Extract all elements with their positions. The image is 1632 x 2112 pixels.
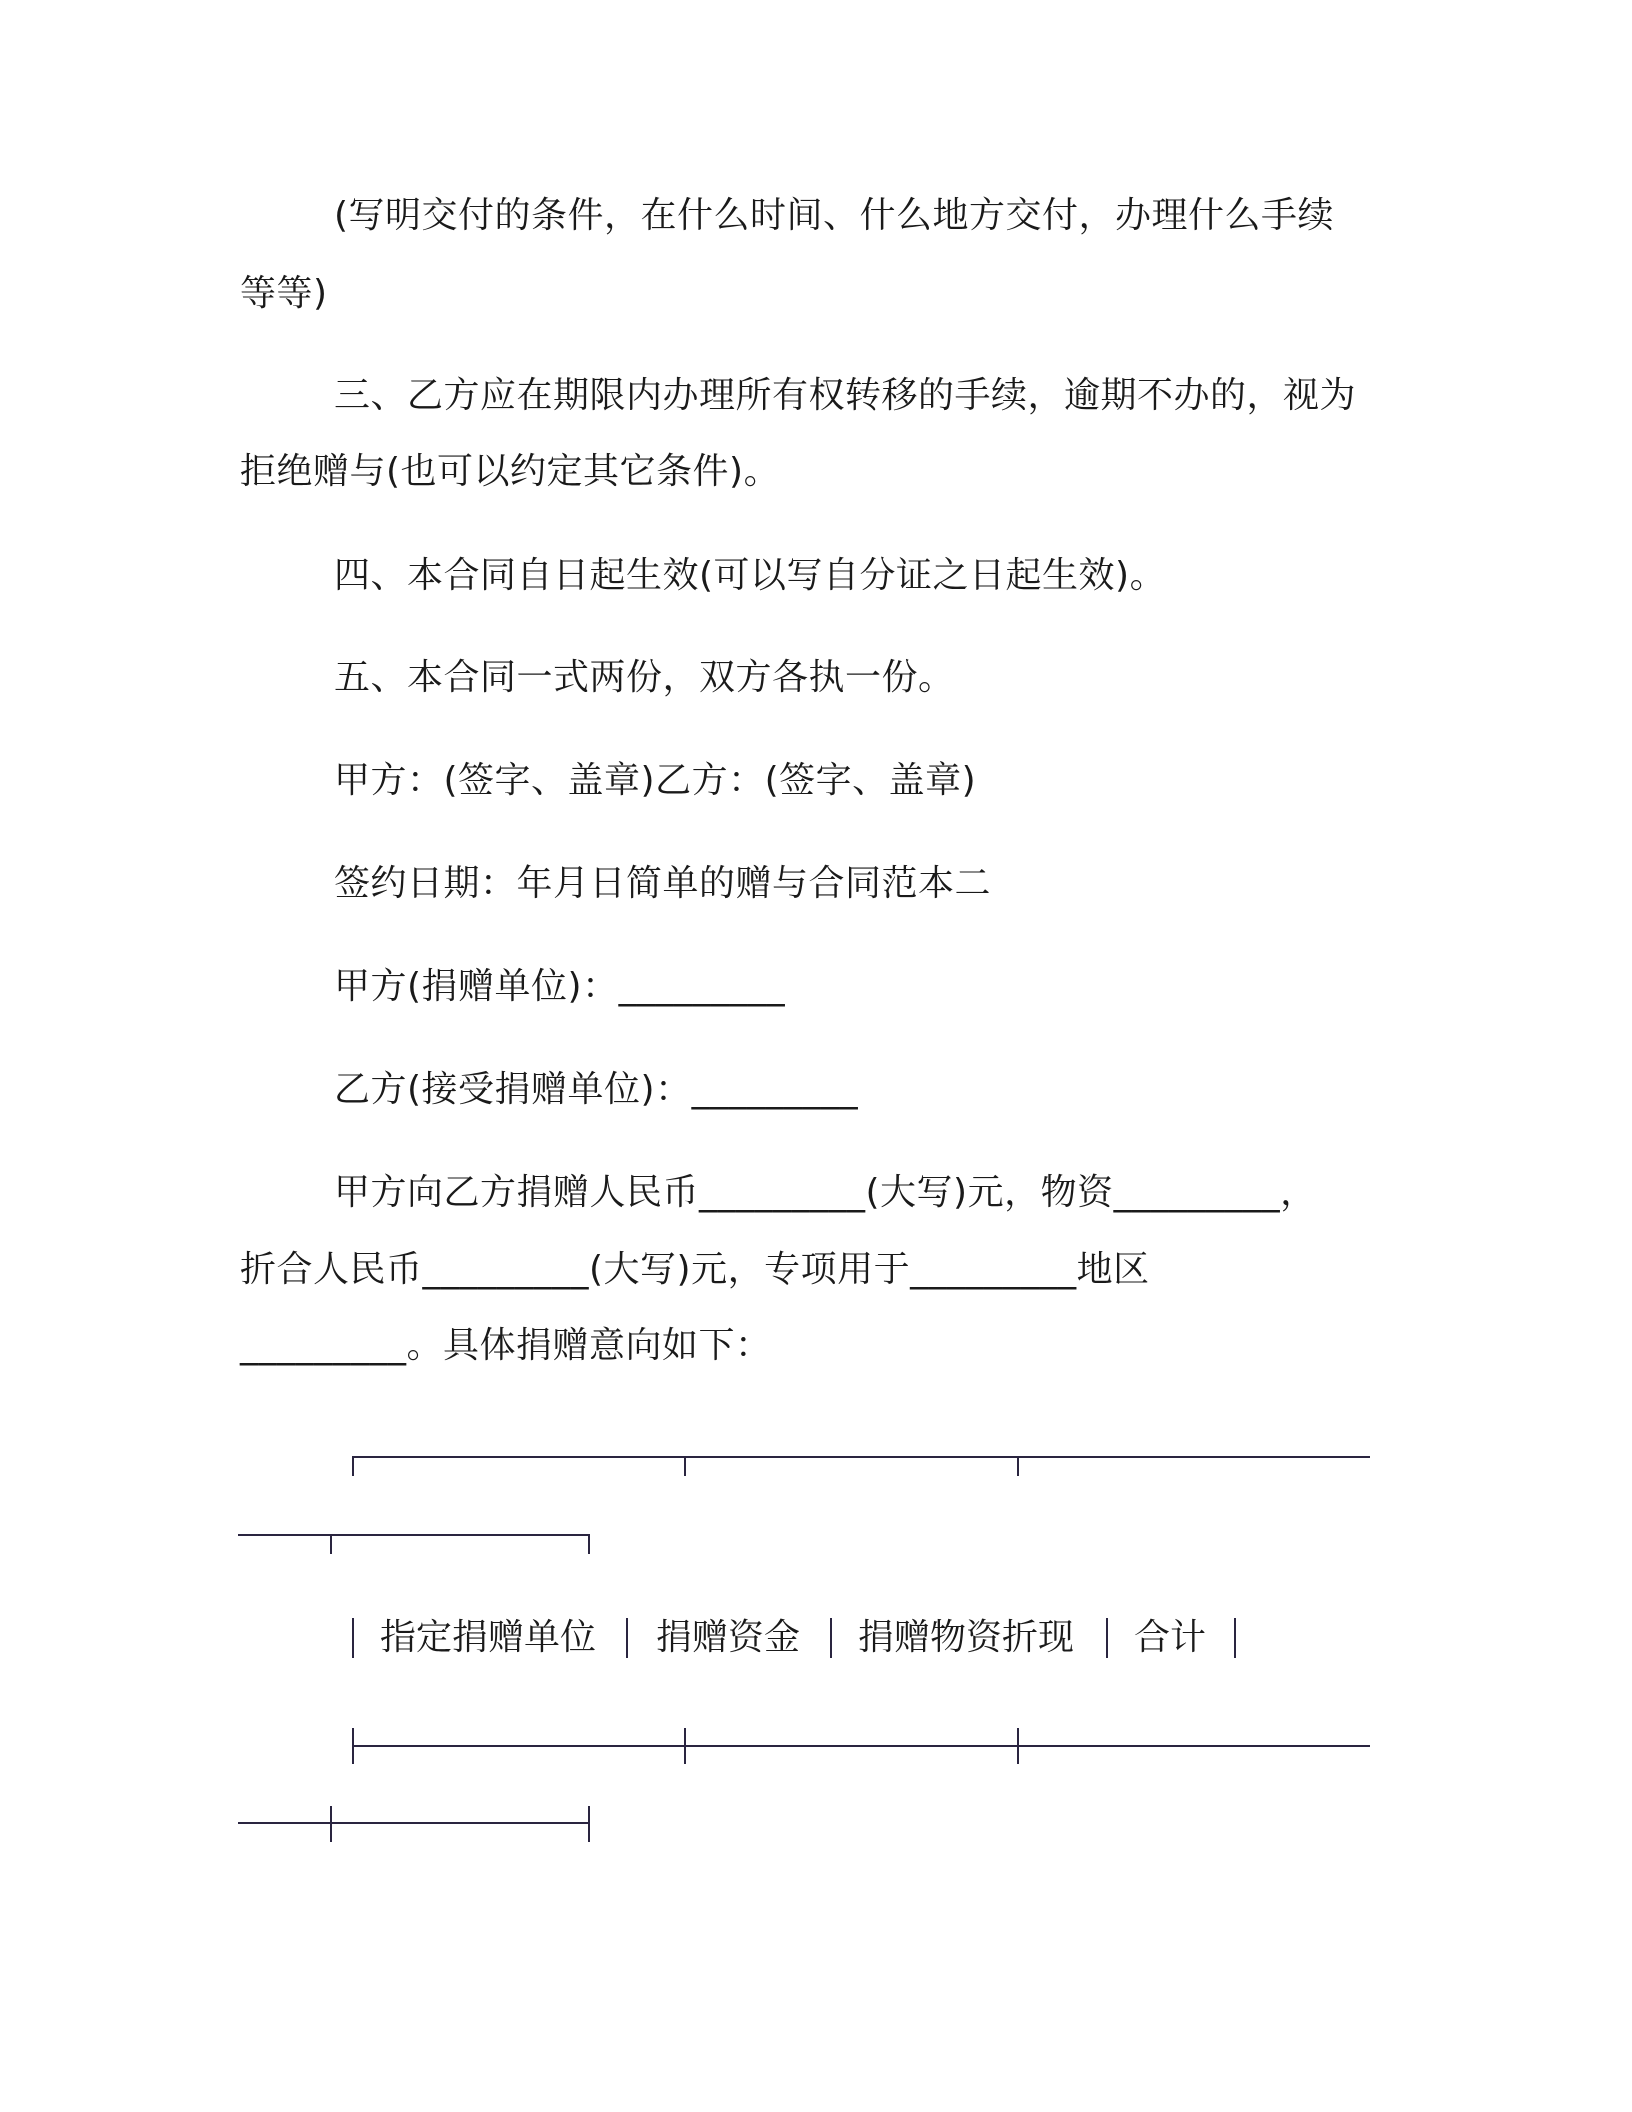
table-rule [238, 1534, 590, 1536]
donation-clause-line2: 折合人民币_________(大写)元，专项用于_________地区 [240, 1249, 1150, 1290]
table-header-donation-funds: 捐赠资金 [656, 1617, 801, 1658]
clause-three-line2: 拒绝赠与(也可以约定其它条件)。 [240, 451, 781, 492]
table-cell-divider [1234, 1618, 1236, 1658]
signature-line: 甲方：(签字、盖章)乙方：(签字、盖章) [334, 760, 977, 801]
party-b-recipient: 乙方(接受捐赠单位)：_________ [334, 1069, 859, 1110]
table-cell-divider [352, 1618, 354, 1658]
clause-four: 四、本合同自日起生效(可以写自分证之日起生效)。 [334, 555, 1167, 596]
table-cell-divider [830, 1618, 832, 1658]
paragraph-delivery-conditions-line1: (写明交付的条件，在什么时间、什么地方交付，办理什么手续 [334, 195, 1335, 236]
table-rule [238, 1822, 590, 1824]
table-tick [352, 1728, 354, 1764]
signing-date-line: 签约日期：年月日简单的赠与合同范本二 [334, 863, 992, 904]
table-tick [684, 1456, 686, 1476]
table-tick [330, 1806, 332, 1842]
table-header-total: 合计 [1134, 1617, 1207, 1658]
donation-clause-line1: 甲方向乙方捐赠人民币_________(大写)元，物资_________， [334, 1172, 1317, 1213]
table-tick [684, 1728, 686, 1764]
table-tick [1017, 1456, 1019, 1476]
table-tick [352, 1456, 354, 1476]
table-tick [588, 1806, 590, 1842]
donation-clause-line3: _________。具体捐赠意向如下： [240, 1325, 772, 1366]
table-header-designated-unit: 指定捐赠单位 [380, 1617, 597, 1658]
party-a-donor: 甲方(捐赠单位)：_________ [334, 966, 786, 1007]
table-tick [330, 1534, 332, 1554]
table-tick [588, 1534, 590, 1554]
table-rule [352, 1456, 1370, 1458]
clause-five: 五、本合同一式两份，双方各执一份。 [334, 657, 955, 698]
paragraph-delivery-conditions-line2: 等等) [240, 273, 328, 314]
table-header-goods-value: 捐赠物资折现 [858, 1617, 1075, 1658]
table-rule [352, 1745, 1370, 1747]
clause-three-line1: 三、乙方应在期限内办理所有权转移的手续，逾期不办的，视为 [334, 375, 1357, 416]
table-tick [1017, 1728, 1019, 1764]
table-cell-divider [1106, 1618, 1108, 1658]
table-cell-divider [626, 1618, 628, 1658]
